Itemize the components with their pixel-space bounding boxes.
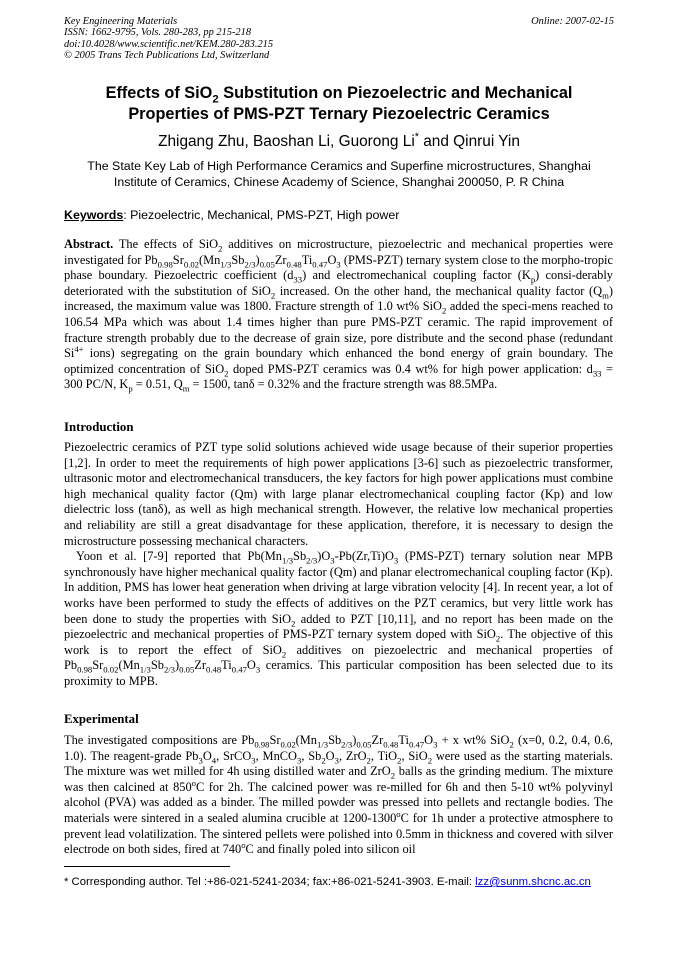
authors — [40, 130, 638, 151]
experimental-heading: Experimental — [64, 712, 139, 726]
title-text: Effects of SiO — [105, 84, 213, 102]
title-line2: Properties of PMS-PZT Ternary Piezoelectric Ceramics — [128, 105, 550, 123]
footnote-rule — [64, 866, 230, 867]
keywords — [64, 208, 399, 222]
keywords-colon: : — [123, 208, 127, 222]
author-list: Zhigang Zhu, Baoshan Li, Guorong Li — [158, 133, 415, 150]
footnote-text: * Corresponding author. Tel :+86-021-5241-2034; fax:+86-021-5241-3903. E-mail: — [64, 876, 476, 888]
title-text: Substitution on Piezoelectric and Mechanical — [218, 84, 573, 102]
abstract: Abstract. The effects of SiO$_2$ additives on microstructure, piezoelectric and mechanical properties were investigated for $Pb_{0.98}Sr_{0.02}(Mn_{1/3}Sb_{2/3})_{0.05}Zr_{0.48}Ti_{0.47}O_3$ (PMS-PZT) ternary system close to the morpho-tropic phase boundary. Piezoelectric coefficient $(d_{33})$ and electromechanical coupling factor $(K_p)$ consi-derably deteriorated with the substitution of SiO$_2$ increased. On the other hand, the mechanical quality factor $(Q_m)$ increased, the maximum value was 1800. Fracture strength of 1.0 wt% SiO$_2$ added the speci-mens reached to 106.54 MPa which was about 1.4 times higher than pure PMS-PZT ceramic. The rapid improvement of fracture strength probably due to the decrease of grain size, pore distribute and the second phase (redundant $Si^{4+}$ ions) segregating on the grain boundary which enhanced the bond energy of grain boundary. The optimized concentration of SiO$_2$ doped PMS-PZT ceramics was 0.4 wt% for high power application: $d_{33} = 300$ PC/N, $K_p = 0.51$, $Q_m = 1500$, tanδ = 0.32% and the fracture strength was 88.5MPa. — [64, 237, 614, 394]
keywords-label: Keywords — [64, 208, 124, 222]
introduction-heading: Introduction — [64, 420, 134, 434]
paper-title — [40, 83, 638, 125]
affiliation — [40, 159, 638, 190]
experimental-body: The investigated compositions are $Pb_{0.98}Sr_{0.02}(Mn_{1/3}Sb_{2/3})_{0.05}Zr_{0.48}Ti_{0.47}O_3 + x$ wt% SiO$_2$ (x=0, 0.2, 0.4, 0.6, 1.0). The reagent-grade $Pb_3O_4$, SrCO$_3$, MnCO$_3$, $Sb_2O_3$, ZrO$_2$, TiO$_2$, SiO$_2$ were used as the starting materials. The mixture was wet milled for 4h using distilled water and ZrO$_2$ balls as the grinding medium. The mixture was then calcined at 850$^o$C for 2h. The calcined power was re-milled for 6h and then 5-10 wt% polyvinyl alcohol (PVA) was added as a binder. The milled powder was pressed into pellets and rectangle bodies. The materials were sintered in a sealed alumina crucible at 1200-1300$^o$C for 1h under a protective atmosphere to prevent lead volatilization. The sintered pellets were polished into 0.5mm in thickness and covered with silver electrode on both sides, fired at 740$^o$C and finally poled into silicon oil — [64, 733, 614, 857]
intro-paragraph-2: Yoon et al. [7-9] reported that $Pb(Mn_{1/3}Sb_{2/3})O_3-Pb(Zr,Ti)O_3$ (PMS-PZT) ternary solution near MPB synchronously have higher mechanical quality factor (Qm) and planar electromechanical coupling factor (Kp). In addition, PMS has lower heat generation when driving at large vibration velocity [4]. In recent year, a lot of works have been performed to study the effects of additives on the PZT ceramics, but very little work has been done to study the properties with SiO$_2$ added to PZT [10,11], and no report has been made on the piezoelectric and mechanical properties of PMS-PZT ternary system doped with SiO$_2$. The objective of this work is to report the effect of SiO$_2$ additives on piezoelectric and mechanical properties of $Pb_{0.98}Sr_{0.02}(Mn_{1/3}Sb_{2/3})_{0.05}Zr_{0.48}Ti_{0.47}O_3$ ceramics. This particular composition has been selected due to its proximity to MPB. — [64, 549, 613, 688]
email-link[interactable]: lzz@sunm.shcnc.ac.cn — [475, 876, 591, 888]
journal-name: Key Engineering Materials — [64, 16, 178, 27]
online-date: Online: 2007-02-15 — [531, 16, 614, 27]
issn-line: ISSN: 1662-9795, Vols. 280-283, pp 215-218 — [64, 27, 252, 39]
affiliation-line1: The State Key Lab of High Performance Ceramics and Superfine microstructures, Shanghai — [87, 159, 591, 173]
keywords-text: Piezoelectric, Mechanical, PMS-PZT, High power — [126, 208, 400, 222]
author-list: and Qinrui Yin — [418, 133, 520, 150]
intro-paragraph-1: Piezoelectric ceramics of PZT type solid solutions achieved wide usage because of their superior properties [1,2]. In order to meet the requirements of high power applications [3-6] such as piezoelectric transformer, ultrasonic motor and electromechanical transducers, the key factors for high power applications must combine high mechanical quality factor (Qm) with large planar electromechanical coupling factor (Kp) and low dielectric loss (tanδ), as well as high mechanical strength. However, the relative low mechanical properties and reliability are still a great disadvantage for these application, therefore, it is necessary to design the microstructure possessing mechanical characters. — [64, 440, 613, 548]
affiliation-line2: Institute of Ceramics, Chinese Academy of Science, Shanghai 200050, P. R China — [113, 174, 565, 189]
doi-line: doi:10.4028/www.scientific.net/KEM.280-283.215 — [64, 38, 274, 50]
introduction-body — [64, 440, 613, 690]
footnote — [64, 876, 613, 888]
journal-header — [64, 16, 273, 61]
title-subscript: 2 — [212, 93, 219, 106]
copyright-line: © 2005 Trans Tech Publications Ltd, Switzerland — [64, 49, 270, 61]
corresponding-mark: * — [414, 130, 419, 143]
abstract-label: Abstract. — [64, 237, 114, 251]
